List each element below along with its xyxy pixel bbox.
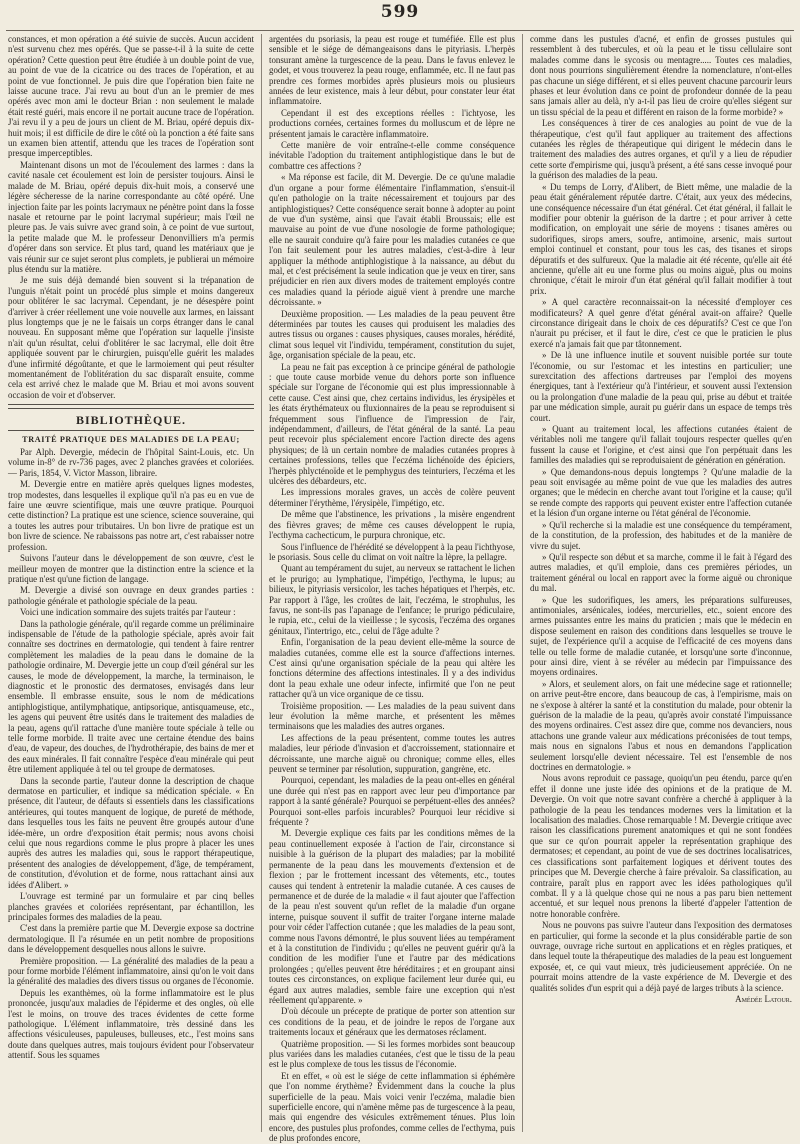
- paragraph: C'est dans la première partie que M. Devergie expose sa doctrine dermatologique. Il l'a résumée en un petit nombre de propositions dans le développement desquelles nous allons le suivre.: [8, 923, 254, 955]
- paragraph: Voici une indication sommaire des sujets traités par l'auteur :: [20, 607, 236, 618]
- paragraph: D'où découle un précepte de pratique de porter son attention sur ces conditions de la peau, et de joindre le repos de l'organe aux traitements locaux et généraux que les dermatoses réclament.: [269, 1006, 515, 1038]
- paragraph: Cependant il est des exceptions réelles : l'ichtyose, les productions cornées, certaines formes du molluscum et de lèpre ne présentent jamais le caractère inflammatoire.: [269, 107, 515, 139]
- paragraph: Cette manière de voir entraîne-t-elle comme conséquence inévitable l'adoption du traitement antiphlogistique dans le but de combattre ces affections ?: [269, 140, 515, 171]
- column-1: [8, 34, 254, 1132]
- paragraph: » Que les sudorifiques, les amers, les préparations sulfureuses, antimoniales, arsénicales, iodées, mercurielles, etc., soient encore des armes puissantes entre les mains du praticien ; mais que le médecin en dispose seulement en raison des conditions dans lesquelles se trouve le sujet, de l'expérience qu'il a acquise de l'efficacité de ces moyens dans telle ou telle forme de maladie cutanée, et lorsqu'une sorte d'inconnue, pour ainsi dire, vient à se révéler au médecin par l'impuissance des moyens ordinaires.: [530, 594, 792, 678]
- paragraph: argentées du psoriasis, la peau est rouge et tuméfiée. Elle est plus sensible et le siége de démangeaisons dans le pityriasis. L'herpès tonsurant amène la turgescence de la peau. Dans le favus enlevez le godet, et vous trouverez la peau rouge, enflammée, etc. Il ne faut pas prendre ces formes morbides après plusieurs mois ou plusieurs années de leur existence, mais à leur début, pour constater leur état inflammatoire.: [269, 34, 515, 107]
- paragraph: constances, et mon opération a été suivie de succès. Aucun accident n'est survenu chez mes opérés. Que se passe-t-il à la suite de cette opération? Cette question peut être étudiée à un double point de vue, au point de vue de la cicatrice ou des traces de l'opération, et au point de vue fonctionnel. Je puis dire que l'opération bien faite ne laisse aucune trace. J'ai revu au bout d'un an le premier de mes opérés avec mon ami le docteur Brian : non seulement le malade était resté guéri, mais encore il ne portait aucune trace de l'opération. J'ai revu il y a peu de jours un client de M. Briau, opéré depuis dix-huit mois; il est difficile de dire le côté où la ponction a été faite sans un examen bien attentif, attendu que les traces de l'opération sont presque imperceptibles.: [8, 34, 254, 159]
- paragraph: Deuxième proposition. — Les maladies de la peau peuvent être déterminées par toutes les causes qui produisent les maladies des autres tissus ou organes : causes physiques, causes morales, hérédité, climat sous lequel vit l'individu, tempérament, constitution du sujet, âge, organisation spéciale de la peau, etc.: [269, 308, 515, 361]
- paragraph: M. Devergie entre en matière après quelques lignes modestes, trop modestes, dans lesquelles il explique qu'il n'a pas eu en vue de faire une œuvre scientifique, mais une œuvre pratique. Pourquoi cette distinction? La pratique est une science, science souveraine, qui a toutes les autres pour tributaires. Un bon livre de pratique est un bon livre de science. Ne rabaissons pas notre art, c'est rabaisser notre profession.: [8, 479, 254, 552]
- column-2: [269, 34, 515, 1144]
- paragraph: Les conséquences à tirer de ces analogies au point de vue de la thérapeutique, c'est qu'il faut appliquer au traitement des affections cutanées les règles de thérapeutique qui dirigent le médecin dans le traitement des maladies des autres organes, et qu'il y a lieu de répudier cette sorte d'empirisme qui, jusqu'à présent, a été sans cesse invoqué pour la guérison des maladies de la peau.: [530, 118, 792, 181]
- paragraph: Et en effet, « où est le siége de cette inflammation si éphémère que l'on nomme érythème? Évidemment dans la couche la plus superficielle de la peau. Mais voici venir l'eczéma, maladie bien superficielle encore, qui n'amène même pas de turgescence à la peau, mais qui engendre des vésicules extrêmement ténues. Plus loin encore, des pustules plus profondes, comme celles de l'ecthyma, puis de plus profondes encore,: [269, 1070, 515, 1144]
- paragraph: Suivons l'auteur dans le développement de son œuvre, c'est le meilleur moyen de montrer que la distinction entre la science et la pratique n'est qu'une fiction de langage.: [8, 553, 254, 584]
- paragraph: Les impressions morales graves, un accès de colère peuvent déterminer l'érythème, l'érysipèle, l'impétigo, etc.: [269, 487, 515, 508]
- paragraph: M. Devergie a divisé son ouvrage en deux grandes parties : pathologie générale et pathologie spéciale de la peau.: [8, 585, 254, 606]
- paragraph: Troisième proposition. — Les maladies de la peau suivent dans leur évolution la même marche, et présentent les mêmes terminaisons que les maladies des autres organes.: [269, 700, 515, 732]
- header-rule: [6, 30, 794, 31]
- paragraph: » A quel caractère reconnaissait-on la nécessité d'employer ces modificateurs? A quel genre d'état général avait-on affaire? Quelle circonstance dirigeait dans le choix de ces dépuratifs? C'est ce que l'on n'aurait pu préciser, et il faut le dire, c'est ce que le praticien le plus exercé n'a jamais fait que par tâtonnement.: [530, 297, 792, 349]
- paragraph: Nous ne pouvons pas suivre l'auteur dans l'exposition des dermatoses en particulier, qui forme la seconde et la plus considérable partie de son ouvrage, ouvrage riche surtout en applications et en règles pratiques, et dans lequel toute la thérapeutique des maladies de la peau est longuement exposée, et, ce qui vaut mieux, très judicieusement appréciée. On ne pourrait moins attendre de la vaste expérience de M. Devergie et des qualités solides d'un esprit qui a déjà payé de larges tributs à la science.: [530, 920, 792, 993]
- paragraph: Nous avons reproduit ce passage, quoiqu'un peu étendu, parce qu'en effet il donne une juste idée des opinions et de la pratique de M. Devergie. On voit que notre savant confrère a cherché à appliquer à la pathologie de la peau les tendances modernes vers la limitation et la localisation des maladies. Chose remarquable ! M. Devergie critique avec raison les classifications purement anatomiques et qui ne sont fondées que sur ce qu'on pourrait appeler la représentation graphique des dermatoses; et cependant, au point de vue de ses doctrines localisatrices, ces classifications sont parfaitement logiques et dérivent toutes des principes que M. Devergie cherche à faire prévaloir. Sa classification, au contraire, paraît plus en rapport avec les idées pathologiques qu'il combat. Il y a là quelque chose qui ne nous a pas paru bien nettement accentué, et sur lequel nous prenons la liberté d'appeler l'attention de notre honorable confrère.: [530, 773, 792, 919]
- section-rule: [8, 430, 254, 431]
- paragraph: L'ouvrage est terminé par un formulaire et par cinq belles planches gravées et coloriées représentant, par échantillon, les principales formes des maladies de la peau.: [8, 891, 254, 922]
- column-divider: [522, 34, 523, 1132]
- paragraph: Maintenant disons un mot de l'écoulement des larmes : dans la cavité nasale cet écoulement est loin de persister toujours. Ainsi le malade de M. Briau, opéré depuis dix-huit mois, a conservé une légère sécheresse de la narine correspondante au côté opéré. Une injection faite par les points lacrymaux ne pénètre point dans la fosse nasale et retourne par le point lacrymal supérieur; mais l'œil ne pleure pas. Je vais suivre avec grand soin, à ce point de vue surtout, la petite malade que M. le professeur Denonvilliers m'a permis d'opérer dans son service. Et plus tard, quand les matériaux que je vais réunir sur ce sujet seront plus complets, je publierai un mémoire plus étendu sur la matière.: [8, 159, 254, 274]
- paragraph: De même que l'abstinence, les privations , la misère engendrent des fièvres graves; de même ces causes développent le rupia, l'ecthyma cachecticum, le purpura chronique, etc.: [269, 509, 515, 541]
- paragraph: Enfin, l'organisation de la peau devient elle-même la source de maladies cutanées, comme elle est la source d'affections internes. C'est ainsi qu'une organisation spéciale de la peau qui altère les fonctions détermine des affections intestinales. Il y a des individus dont la peau exhale une odeur infecte, infirmité que l'on ne peut rattacher qu'à un vice organique de ce tissu.: [269, 637, 515, 700]
- paragraph: » De là une influence inutile et souvent nuisible portée sur toute l'économie, ou sur l'estomac et les intestins en particulier; une surexcitation des affections dartreuses par l'emploi des moyens énergiques, tant à l'extérieur qu'à l'intérieur, et souvent aussi l'extension ou la prolongation d'une maladie de la peau qui, prise au début et traitée par une médication simple, aurait pu guérir dans un espace de temps très court.: [530, 350, 792, 423]
- paragraph: Sous l'influence de l'hérédité se développent à la peau l'ichthyose, le psoriasis. Sous celle du climat on voit naître la lèpre, la pellagre.: [269, 541, 515, 562]
- paragraph: » Qu'il respecte son début et sa marche, comme il le fait à l'égard des autres maladies, et qu'il emploie, dans ces premières périodes, un traitement général ou local en rapport avec la forme aiguë ou chronique du mal.: [530, 551, 792, 594]
- book-title: TRAITÉ PRATIQUE DES MALADIES DE LA PEAU;: [22, 434, 240, 444]
- paragraph: Depuis les exanthèmes, où la forme inflammatoire est le plus prononcée, jusqu'aux maladies de l'épiderme et des ongles, où elle l'est le moins, on trouve des traces évidentes de cette forme pathologique. L'élément inflammatoire, très dessiné dans les affections vésiculeuses, papuleuses, bulleuses, etc., l'est moins sans doute dans quelques autres, mais toujours évident pour l'observateur attentif. Sous les squames: [8, 987, 254, 1061]
- paragraph: » Alors, et seulement alors, on fait une médecine sage et rationnelle; on arrive peut-être encore, dans beaucoup de cas, à l'empirisme, mais on ne s'expose à altérer la santé et la constitution du malade, pour obtenir la guérison de la maladie de la peau, qu'après avoir constaté l'impuissance des moyens ordinaires. C'est assez dire que, comme nos devanciers, nous attachons une grande valeur aux médications préconisées de tout temps, mais nous en signalons l'abus et nous en demandons l'application seulement lorsqu'elle devient nécessaire. Tel est l'ensemble de nos doctrines en dermatologie. »: [530, 678, 792, 773]
- paragraph: La peau ne fait pas exception à ce principe général de pathologie : que toute cause morbide venue du dehors porte son influence spéciale sur l'organe de l'économie qui est plus impressionnable à cette cause. C'est ainsi que, chez certains individus, les érysipèles et les états érythémateux ou fluxionnaires de la peau se reproduisent si fréquemment sous l'influence de l'impression de l'air, indépendamment, d'ailleurs, de l'état général de la santé. La peau peut recevoir plus spécialement encore l'action directe des agens physiques; de là un certain nombre de maladies cutanées propres à certaines professions, telles que l'eczéma lichénoïde des épiciers, l'herpès phlycténoïde et le pemphygus des teinturiers, l'eczéma et les ulcères des débardeurs, etc.: [269, 361, 515, 487]
- book-meta: Par Alph. Devergie, médecin de l'hôpital Saint-Louis, etc. Un volume in-8° de rv-736 pages, avec 2 planches gravées et coloriées.— Paris, 1854, V. Victor Masson, libraire.: [8, 447, 254, 478]
- page-number: 599: [380, 2, 420, 22]
- paragraph: » Qu'il recherche si la maladie est une conséquence du tempérament, de la constitution, de la profession, des habitudes et de la manière de vivre du sujet.: [530, 519, 792, 551]
- paragraph: » Que demandons-nous depuis longtemps ? Qu'une maladie de la peau soit envisagée au même point de vue que les maladies des autres organes; que le médecin en cherche avant tout l'origine et la cause; qu'il se rende compte des rapports qui peuvent exister entre l'affection cutanée et la lésion d'un organe interne ou l'état général de l'économie.: [530, 466, 792, 519]
- paragraph: Je me suis déjà demandé bien souvent si la trépanation de l'unguis n'était point un procédé plus simple et moins dangereux pour oblitérer le sac lacrymal. Cependant, je ne désespère point d'arriver à créer réellement une voie nouvelle aux larmes, en laissant plus longtemps que je ne le faisais un corps étranger dans le canal nouveau. En supposant même que l'opération sur laquelle j'insiste n'ait qu'un résultat, celui d'oblitérer le sac lacrymal, elle doit être appliquée souvent par le chirurgien, puisqu'elle guérit les malades d'une infirmité dégoûtante, et que le larmoiement qui peut résulter momentanément de l'oblitération du sac disparaît ensuite, comme cela est arrivé chez le malade que M. Briau et moi avons souvent occasion de voir et d'observer.: [8, 275, 254, 400]
- paragraph: Dans la seconde partie, l'auteur donne la description de chaque dermatose en particulier, et indique sa médication spéciale. « En présence, dit l'auteur, de défauts si essentiels dans les classifications antérieures, qui toutes manquent de logique, de pureté de méthode, dans lesquelles tous les faits ne peuvent être groupés autour d'une idée-mère, un ordre d'exposition était permis; nous avons choisi celui que nous regardions comme le plus propre à placer les unes auprès des autres les maladies qui, sous le rapport thérapeutique, présentent des analogies de développement, d'âge, de tempérament, de constitution, d'évolution et de forme, nous rattachant ainsi aux idées d'Alibert. »: [8, 775, 254, 890]
- author-signature: Amédée Latour.: [735, 993, 792, 1004]
- section-heading: BIBLIOTHÈQUE.: [75, 413, 187, 428]
- section-rule: [8, 404, 254, 409]
- column-3: [530, 34, 792, 1132]
- paragraph: Pourquoi, cependant, les maladies de la peau ont-elles en général une durée qui n'est pas en rapport avec leur peu d'importance par rapport à la santé générale? Pourquoi se perpétuent-elles des années? Pourquoi sont-elles parfois incurables? Pourquoi leur récidive si fréquente ?: [269, 775, 515, 828]
- paragraph: » Quant au traitement local, les affections cutanées étaient de véritables noli me tangere qu'il fallait toujours respecter quelles qu'en fussent la cause et l'origine, et c'est ainsi que l'on perpétuait dans les familles des maladies qui se reproduisaient de génération en génération.: [530, 424, 792, 466]
- paragraph: Quatrième proposition. — Si les formes morbides sont beaucoup plus variées dans les maladies cutanées, c'est que le tissu de la peau est le plus complexe de tous les tissus de l'économie.: [269, 1038, 515, 1070]
- paragraph: M. Devergie explique ces faits par les conditions mêmes de la peau continuellement exposée à l'action de l'air, circonstance si nuisible à la guérison de la plupart des maladies; par la mobilité permanente de la peau dans les mouvements d'extension et de flexion ; par le frottement incessant des vêtements, etc., toutes causes qui tendent à entretenir la maladie cutanée. A ces causes de permanence et de durée de la maladie « il faut ajouter que l'affection de la peau n'est souvent qu'un reflet de la maladie d'un organe interne, puisque souvent il suffit de traiter l'organe interne malade pour voir céder l'affection cutanée ; que les maladies de la peau sont, comme nous l'avons démontré, le plus souvent liées au tempérament et à la constitution de l'individu ; qu'elles ne peuvent guérir qu'à la condition de les modifier l'une et l'autre par des médications prolongées ; qu'elles peuvent être héréditaires ; et en groupant ainsi toutes ces circonstances, on explique facilement leur durée qui, eu égard aux autres maladies, semble faire une exception qui n'est réellement qu'apparente. »: [269, 828, 515, 1005]
- column-divider: [261, 34, 262, 1132]
- paragraph: Quant au tempérament du sujet, au nerveux se rattachent le lichen et le prurigo; au lymphatique, l'impétigo, l'ecthyma, le lupus; au bilieux, le pityriasis versicolor, les taches hépatiques et l'herpès, etc. Par rapport à l'âge, les croûtes de lait, l'eczéma, le strophulus, les favus, ne sont-ils pas l'apanage de l'enfance; le prurigo pédiculaire, le rupia, etc., celui de la vieillesse ; le sycosis, l'eczéma des organes génitaux, l'intertrigo, etc., celui de l'âge adulte ?: [269, 563, 515, 636]
- paragraph: comme dans les pustules d'acné, et enfin de grosses pustules qui ressemblent à des tubercules, et où la peau et le tissu cellulaire sont malades comme dans le sycosis ou mentagre..... Toutes ces maladies, dont nous pourrions singulièrement étendre la nomenclature, n'ont-elles pas chacune un siége différent, et si elles peuvent chacune parcourir leurs phases et leur évolution dans ce point de profondeur donnée de la peau sans jamais aller au delà, n'y a-t-il pas lieu de croire qu'elles siégent sur un tissu spécial de la peau et différent en raison de la forme morbide? »: [530, 34, 792, 117]
- paragraph: Dans la pathologie générale, qu'il regarde comme un préliminaire indispensable de l'étude de la pathologie spéciale, après avoir fait connaître ses doctrines en dermatologie, qui tendent à faire rentrer complètement les maladies de la peau dans le domaine de la pathologie ordinaire, M. Devergie jette un coup d'œil général sur les causes, le mode de développement, la marche, la terminaison, le diagnostic et le pronostic des dermatoses, envisagés dans leur ensemble. Il embrasse ensuite, sous le nom de médications antiphlogistique, antilymphatique, antipsorique, antisquameuse, etc., les agens qui peuvent être usités dans le traitement des maladies de la peau, agens qu'il rattache d'une manière toute spéciale à telle ou telle forme morbide. Il traite avec une certaine étendue des bains d'eau, de vapeur, des douches, de l'hydrothérapie, des bains de mer et des eaux minérales. Il fait connaître l'espèce d'eau minérale qui peut être utilement appliquée à tel ou tel groupe de dermatoses.: [8, 618, 254, 775]
- paragraph: Les affections de la peau présentent, comme toutes les autres maladies, leur période d'invasion et d'accroissement, stationnaire et décroissante, une marche aiguë ou chronique; comme elles, elles peuvent se terminer par résolution, suppuration, gangrène, etc.: [269, 732, 515, 775]
- paragraph: « Du temps de Lorry, d'Alibert, de Biett même, une maladie de la peau était généralement réputée dartre. C'était, aux yeux des médecins, une conséquence nécessaire d'un état général. Cet état général, il fallait le modifier pour obtenir la guérison de la dartre ; et pour arriver à cette modification, on employait une série de moyens : tisanes amères ou sudorifiques, sirops amers, soufre, antimoine, arsenic, mais surtout emploi continuel et constant, pour tous les cas, des tisanes et sirops dépuratifs et des sulfureux. Que la maladie ait été récente, qu'elle ait été ancienne, qu'elle ait eu une forme plus ou moins aiguë, plus ou moins chronique, c'était le miroir d'un état général qu'il fallait modifier à tout prix.: [530, 181, 792, 296]
- paragraph: Première proposition. — La généralité des maladies de la peau a pour forme morbide l'élément inflammatoire, ainsi qu'on le voit dans la généralité des maladies des divers tissus ou organes de l'économie.: [8, 955, 254, 987]
- paragraph: « Ma réponse est facile, dit M. Devergie. De ce qu'une maladie d'un organe a pour forme élémentaire l'inflammation, s'ensuit-il qu'en pathologie on la traite nécessairement et toujours par des antiphlogistiques? Cette conséquence serait bonne à adopter au point de vue d'un système, ainsi que l'avait établi Broussais; elle est mauvaise au point de vue d'une nosologie de forme pathologique; elle ne saurait conduire qu'à faire pour les maladies cutanées ce que l'on fait seulement pour les autres maladies, c'est-à-dire à leur appliquer la méthode antiphlogistique à la naissance, au début du mal, et c'est précisément la seule indication que je veux en tirer, sans préjudicier en rien aux divers modes de traitement employés contre ces maladies quand la période aiguë vient à prendre une marche décroissante. »: [269, 172, 515, 308]
